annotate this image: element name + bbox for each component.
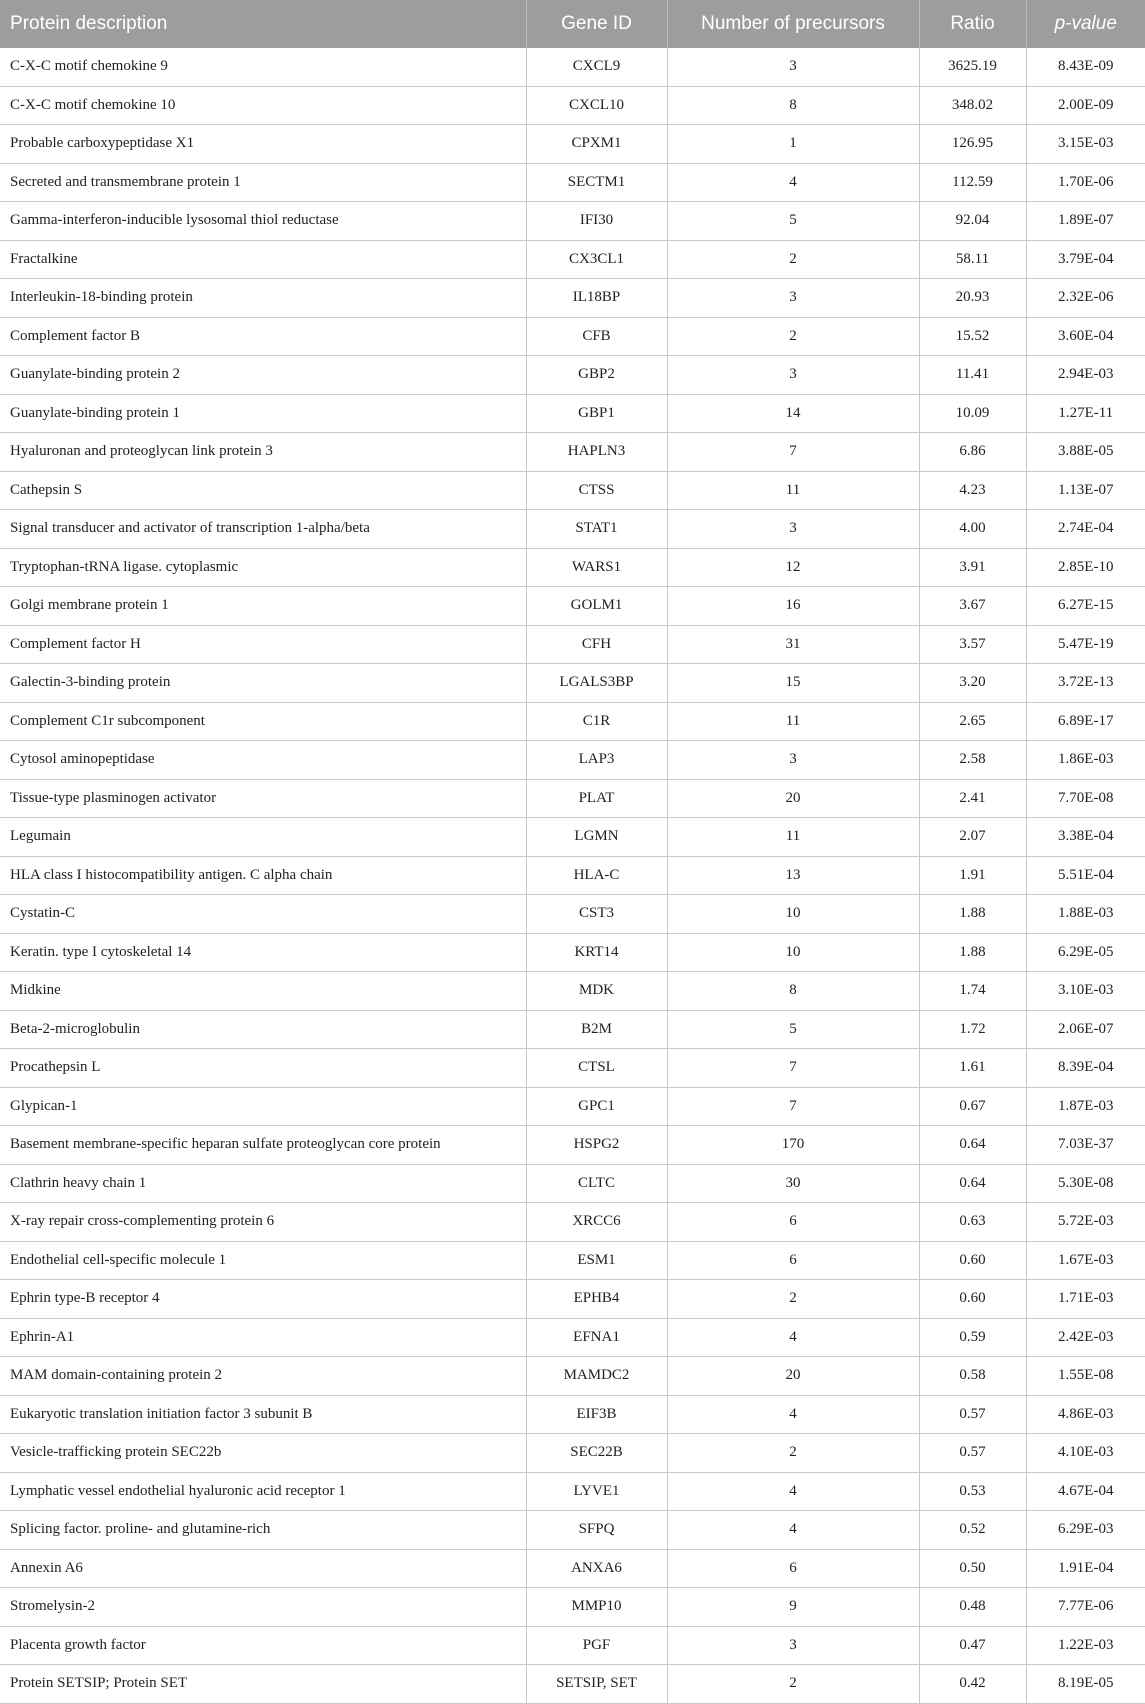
cell-protein-description: Cystatin-C bbox=[0, 895, 526, 934]
cell-ratio: 15.52 bbox=[919, 317, 1026, 356]
header-p-value-text: p-value bbox=[1054, 13, 1117, 34]
cell-number-of-precursors: 2 bbox=[667, 317, 919, 356]
cell-number-of-precursors: 10 bbox=[667, 895, 919, 934]
cell-p-value: 1.87E-03 bbox=[1026, 1087, 1145, 1126]
cell-p-value: 1.67E-03 bbox=[1026, 1241, 1145, 1280]
cell-protein-description: Probable carboxypeptidase X1 bbox=[0, 125, 526, 164]
cell-gene-id: IL18BP bbox=[526, 279, 667, 318]
cell-ratio: 0.63 bbox=[919, 1203, 1026, 1242]
cell-gene-id: EFNA1 bbox=[526, 1318, 667, 1357]
cell-number-of-precursors: 2 bbox=[667, 1434, 919, 1473]
cell-number-of-precursors: 5 bbox=[667, 1010, 919, 1049]
table-row bbox=[0, 48, 1145, 86]
cell-number-of-precursors: 3 bbox=[667, 741, 919, 780]
cell-gene-id: HSPG2 bbox=[526, 1126, 667, 1165]
table-row bbox=[0, 587, 1145, 626]
cell-ratio: 112.59 bbox=[919, 163, 1026, 202]
cell-number-of-precursors: 8 bbox=[667, 972, 919, 1011]
cell-number-of-precursors: 4 bbox=[667, 1318, 919, 1357]
cell-number-of-precursors: 7 bbox=[667, 433, 919, 472]
cell-protein-description: C-X-C motif chemokine 9 bbox=[0, 48, 526, 86]
cell-number-of-precursors: 6 bbox=[667, 1241, 919, 1280]
cell-number-of-precursors: 8 bbox=[667, 86, 919, 125]
cell-gene-id: MDK bbox=[526, 972, 667, 1011]
table-row bbox=[0, 1164, 1145, 1203]
cell-number-of-precursors: 7 bbox=[667, 1049, 919, 1088]
cell-gene-id: GOLM1 bbox=[526, 587, 667, 626]
table-row bbox=[0, 471, 1145, 510]
header-ratio: Ratio bbox=[919, 0, 1026, 48]
cell-protein-description: Cytosol aminopeptidase bbox=[0, 741, 526, 780]
cell-number-of-precursors: 30 bbox=[667, 1164, 919, 1203]
cell-number-of-precursors: 4 bbox=[667, 163, 919, 202]
cell-number-of-precursors: 3 bbox=[667, 279, 919, 318]
cell-protein-description: Gamma-interferon-inducible lysosomal thiol reductase bbox=[0, 202, 526, 241]
table-row bbox=[0, 548, 1145, 587]
cell-p-value: 8.43E-09 bbox=[1026, 48, 1145, 86]
cell-protein-description: Secreted and transmembrane protein 1 bbox=[0, 163, 526, 202]
table-row bbox=[0, 125, 1145, 164]
cell-gene-id: XRCC6 bbox=[526, 1203, 667, 1242]
cell-p-value: 4.86E-03 bbox=[1026, 1395, 1145, 1434]
cell-p-value: 1.27E-11 bbox=[1026, 394, 1145, 433]
cell-p-value: 2.94E-03 bbox=[1026, 356, 1145, 395]
cell-ratio: 2.58 bbox=[919, 741, 1026, 780]
cell-protein-description: Splicing factor. proline- and glutamine-rich bbox=[0, 1511, 526, 1550]
table-row bbox=[0, 1472, 1145, 1511]
cell-protein-description: Hyaluronan and proteoglycan link protein 3 bbox=[0, 433, 526, 472]
table-row bbox=[0, 433, 1145, 472]
cell-number-of-precursors: 3 bbox=[667, 356, 919, 395]
cell-gene-id: IFI30 bbox=[526, 202, 667, 241]
cell-protein-description: Complement factor H bbox=[0, 625, 526, 664]
header-number-of-precursors: Number of precursors bbox=[667, 0, 919, 48]
cell-gene-id: CFB bbox=[526, 317, 667, 356]
cell-gene-id: LGALS3BP bbox=[526, 664, 667, 703]
cell-p-value: 2.42E-03 bbox=[1026, 1318, 1145, 1357]
cell-number-of-precursors: 31 bbox=[667, 625, 919, 664]
cell-number-of-precursors: 20 bbox=[667, 779, 919, 818]
cell-gene-id: MAMDC2 bbox=[526, 1357, 667, 1396]
cell-gene-id: CXCL9 bbox=[526, 48, 667, 86]
cell-number-of-precursors: 11 bbox=[667, 702, 919, 741]
cell-gene-id: CST3 bbox=[526, 895, 667, 934]
cell-p-value: 1.86E-03 bbox=[1026, 741, 1145, 780]
cell-protein-description: Clathrin heavy chain 1 bbox=[0, 1164, 526, 1203]
cell-gene-id: SECTM1 bbox=[526, 163, 667, 202]
cell-protein-description: Golgi membrane protein 1 bbox=[0, 587, 526, 626]
table-row bbox=[0, 972, 1145, 1011]
cell-ratio: 126.95 bbox=[919, 125, 1026, 164]
cell-ratio: 0.50 bbox=[919, 1549, 1026, 1588]
cell-ratio: 3.91 bbox=[919, 548, 1026, 587]
cell-number-of-precursors: 4 bbox=[667, 1395, 919, 1434]
cell-ratio: 0.60 bbox=[919, 1280, 1026, 1319]
cell-ratio: 0.59 bbox=[919, 1318, 1026, 1357]
cell-protein-description: Procathepsin L bbox=[0, 1049, 526, 1088]
cell-ratio: 1.61 bbox=[919, 1049, 1026, 1088]
cell-ratio: 0.42 bbox=[919, 1665, 1026, 1704]
cell-p-value: 1.22E-03 bbox=[1026, 1626, 1145, 1665]
cell-protein-description: Ephrin type-B receptor 4 bbox=[0, 1280, 526, 1319]
cell-protein-description: HLA class I histocompatibility antigen. C alpha chain bbox=[0, 856, 526, 895]
cell-p-value: 7.77E-06 bbox=[1026, 1588, 1145, 1627]
cell-p-value: 2.32E-06 bbox=[1026, 279, 1145, 318]
cell-protein-description: Guanylate-binding protein 2 bbox=[0, 356, 526, 395]
cell-gene-id: CXCL10 bbox=[526, 86, 667, 125]
cell-ratio: 58.11 bbox=[919, 240, 1026, 279]
cell-protein-description: Glypican-1 bbox=[0, 1087, 526, 1126]
cell-gene-id: ESM1 bbox=[526, 1241, 667, 1280]
cell-ratio: 1.74 bbox=[919, 972, 1026, 1011]
cell-protein-description: Protein SETSIP; Protein SET bbox=[0, 1665, 526, 1704]
table-row bbox=[0, 933, 1145, 972]
cell-ratio: 0.60 bbox=[919, 1241, 1026, 1280]
table-row bbox=[0, 394, 1145, 433]
cell-ratio: 3.20 bbox=[919, 664, 1026, 703]
table-row bbox=[0, 202, 1145, 241]
cell-p-value: 5.30E-08 bbox=[1026, 1164, 1145, 1203]
cell-ratio: 6.86 bbox=[919, 433, 1026, 472]
header-protein-description: Protein description bbox=[0, 0, 526, 48]
cell-number-of-precursors: 11 bbox=[667, 471, 919, 510]
table-row bbox=[0, 1357, 1145, 1396]
table-row bbox=[0, 279, 1145, 318]
cell-ratio: 348.02 bbox=[919, 86, 1026, 125]
cell-p-value: 8.39E-04 bbox=[1026, 1049, 1145, 1088]
cell-p-value: 5.72E-03 bbox=[1026, 1203, 1145, 1242]
cell-gene-id: SETSIP, SET bbox=[526, 1665, 667, 1704]
cell-gene-id: CX3CL1 bbox=[526, 240, 667, 279]
cell-p-value: 3.88E-05 bbox=[1026, 433, 1145, 472]
cell-gene-id: EIF3B bbox=[526, 1395, 667, 1434]
cell-protein-description: Legumain bbox=[0, 818, 526, 857]
cell-p-value: 2.06E-07 bbox=[1026, 1010, 1145, 1049]
cell-p-value: 6.89E-17 bbox=[1026, 702, 1145, 741]
cell-gene-id: CTSS bbox=[526, 471, 667, 510]
cell-p-value: 3.60E-04 bbox=[1026, 317, 1145, 356]
table-row bbox=[0, 1511, 1145, 1550]
table-row bbox=[0, 895, 1145, 934]
cell-p-value: 3.79E-04 bbox=[1026, 240, 1145, 279]
cell-protein-description: Fractalkine bbox=[0, 240, 526, 279]
cell-protein-description: Lymphatic vessel endothelial hyaluronic acid receptor 1 bbox=[0, 1472, 526, 1511]
cell-p-value: 1.70E-06 bbox=[1026, 163, 1145, 202]
cell-gene-id: LAP3 bbox=[526, 741, 667, 780]
cell-gene-id: CLTC bbox=[526, 1164, 667, 1203]
cell-ratio: 4.00 bbox=[919, 510, 1026, 549]
cell-protein-description: Stromelysin-2 bbox=[0, 1588, 526, 1627]
cell-p-value: 5.47E-19 bbox=[1026, 625, 1145, 664]
cell-ratio: 3.67 bbox=[919, 587, 1026, 626]
cell-ratio: 1.72 bbox=[919, 1010, 1026, 1049]
cell-protein-description: Basement membrane-specific heparan sulfate proteoglycan core protein bbox=[0, 1126, 526, 1165]
cell-p-value: 2.74E-04 bbox=[1026, 510, 1145, 549]
cell-gene-id: WARS1 bbox=[526, 548, 667, 587]
cell-ratio: 0.47 bbox=[919, 1626, 1026, 1665]
cell-number-of-precursors: 170 bbox=[667, 1126, 919, 1165]
cell-gene-id: LGMN bbox=[526, 818, 667, 857]
cell-ratio: 2.07 bbox=[919, 818, 1026, 857]
cell-number-of-precursors: 9 bbox=[667, 1588, 919, 1627]
cell-p-value: 5.51E-04 bbox=[1026, 856, 1145, 895]
table-body bbox=[0, 48, 1145, 1703]
cell-protein-description: Cathepsin S bbox=[0, 471, 526, 510]
table-row bbox=[0, 1549, 1145, 1588]
cell-ratio: 11.41 bbox=[919, 356, 1026, 395]
cell-protein-description: Tryptophan-tRNA ligase. cytoplasmic bbox=[0, 548, 526, 587]
table-row bbox=[0, 1203, 1145, 1242]
table-row bbox=[0, 317, 1145, 356]
table-row bbox=[0, 625, 1145, 664]
cell-gene-id: GPC1 bbox=[526, 1087, 667, 1126]
cell-ratio: 4.23 bbox=[919, 471, 1026, 510]
cell-protein-description: Endothelial cell-specific molecule 1 bbox=[0, 1241, 526, 1280]
cell-p-value: 3.15E-03 bbox=[1026, 125, 1145, 164]
cell-protein-description: Interleukin-18-binding protein bbox=[0, 279, 526, 318]
cell-protein-description: Complement C1r subcomponent bbox=[0, 702, 526, 741]
cell-protein-description: Annexin A6 bbox=[0, 1549, 526, 1588]
cell-number-of-precursors: 3 bbox=[667, 48, 919, 86]
table-row bbox=[0, 741, 1145, 780]
cell-gene-id: C1R bbox=[526, 702, 667, 741]
cell-protein-description: Keratin. type I cytoskeletal 14 bbox=[0, 933, 526, 972]
table-row bbox=[0, 664, 1145, 703]
cell-p-value: 4.10E-03 bbox=[1026, 1434, 1145, 1473]
cell-ratio: 0.64 bbox=[919, 1164, 1026, 1203]
cell-p-value: 1.88E-03 bbox=[1026, 895, 1145, 934]
header-row bbox=[0, 0, 1145, 48]
table-row bbox=[0, 1010, 1145, 1049]
cell-ratio: 2.41 bbox=[919, 779, 1026, 818]
cell-gene-id: KRT14 bbox=[526, 933, 667, 972]
cell-number-of-precursors: 13 bbox=[667, 856, 919, 895]
cell-number-of-precursors: 11 bbox=[667, 818, 919, 857]
cell-ratio: 1.88 bbox=[919, 895, 1026, 934]
table-row bbox=[0, 1049, 1145, 1088]
cell-protein-description: Placenta growth factor bbox=[0, 1626, 526, 1665]
cell-number-of-precursors: 6 bbox=[667, 1549, 919, 1588]
cell-ratio: 2.65 bbox=[919, 702, 1026, 741]
cell-p-value: 8.19E-05 bbox=[1026, 1665, 1145, 1704]
cell-ratio: 0.57 bbox=[919, 1395, 1026, 1434]
cell-p-value: 1.13E-07 bbox=[1026, 471, 1145, 510]
cell-protein-description: Complement factor B bbox=[0, 317, 526, 356]
cell-gene-id: SFPQ bbox=[526, 1511, 667, 1550]
cell-ratio: 3.57 bbox=[919, 625, 1026, 664]
cell-gene-id: LYVE1 bbox=[526, 1472, 667, 1511]
cell-protein-description: Vesicle-trafficking protein SEC22b bbox=[0, 1434, 526, 1473]
cell-ratio: 3625.19 bbox=[919, 48, 1026, 86]
cell-protein-description: C-X-C motif chemokine 10 bbox=[0, 86, 526, 125]
table-row bbox=[0, 1318, 1145, 1357]
cell-protein-description: X-ray repair cross-complementing protein 6 bbox=[0, 1203, 526, 1242]
cell-number-of-precursors: 3 bbox=[667, 510, 919, 549]
cell-ratio: 0.53 bbox=[919, 1472, 1026, 1511]
cell-p-value: 1.55E-08 bbox=[1026, 1357, 1145, 1396]
table-row bbox=[0, 1588, 1145, 1627]
table-row bbox=[0, 856, 1145, 895]
cell-protein-description: MAM domain-containing protein 2 bbox=[0, 1357, 526, 1396]
cell-ratio: 0.64 bbox=[919, 1126, 1026, 1165]
table-row bbox=[0, 86, 1145, 125]
cell-protein-description: Eukaryotic translation initiation factor 3 subunit B bbox=[0, 1395, 526, 1434]
cell-number-of-precursors: 1 bbox=[667, 125, 919, 164]
cell-protein-description: Signal transducer and activator of transcription 1-alpha/beta bbox=[0, 510, 526, 549]
header-gene-id: Gene ID bbox=[526, 0, 667, 48]
cell-p-value: 2.85E-10 bbox=[1026, 548, 1145, 587]
table-row bbox=[0, 1087, 1145, 1126]
cell-number-of-precursors: 6 bbox=[667, 1203, 919, 1242]
cell-number-of-precursors: 2 bbox=[667, 1280, 919, 1319]
cell-gene-id: CPXM1 bbox=[526, 125, 667, 164]
cell-number-of-precursors: 10 bbox=[667, 933, 919, 972]
table-row bbox=[0, 1434, 1145, 1473]
cell-gene-id: MMP10 bbox=[526, 1588, 667, 1627]
cell-gene-id: STAT1 bbox=[526, 510, 667, 549]
cell-ratio: 20.93 bbox=[919, 279, 1026, 318]
table-row bbox=[0, 1126, 1145, 1165]
table-row bbox=[0, 1280, 1145, 1319]
cell-gene-id: PLAT bbox=[526, 779, 667, 818]
cell-p-value: 6.29E-03 bbox=[1026, 1511, 1145, 1550]
cell-number-of-precursors: 20 bbox=[667, 1357, 919, 1396]
cell-gene-id: CTSL bbox=[526, 1049, 667, 1088]
cell-gene-id: CFH bbox=[526, 625, 667, 664]
cell-protein-description: Midkine bbox=[0, 972, 526, 1011]
cell-number-of-precursors: 4 bbox=[667, 1472, 919, 1511]
cell-number-of-precursors: 4 bbox=[667, 1511, 919, 1550]
table-header bbox=[0, 0, 1145, 48]
cell-p-value: 3.38E-04 bbox=[1026, 818, 1145, 857]
cell-gene-id: PGF bbox=[526, 1626, 667, 1665]
cell-number-of-precursors: 3 bbox=[667, 1626, 919, 1665]
cell-p-value: 3.10E-03 bbox=[1026, 972, 1145, 1011]
cell-ratio: 0.67 bbox=[919, 1087, 1026, 1126]
cell-protein-description: Guanylate-binding protein 1 bbox=[0, 394, 526, 433]
cell-p-value: 7.70E-08 bbox=[1026, 779, 1145, 818]
cell-number-of-precursors: 16 bbox=[667, 587, 919, 626]
cell-number-of-precursors: 14 bbox=[667, 394, 919, 433]
table-row bbox=[0, 1395, 1145, 1434]
cell-number-of-precursors: 12 bbox=[667, 548, 919, 587]
cell-p-value: 1.71E-03 bbox=[1026, 1280, 1145, 1319]
table-row bbox=[0, 240, 1145, 279]
header-p-value bbox=[1026, 0, 1145, 48]
table-row bbox=[0, 1626, 1145, 1665]
cell-p-value: 1.89E-07 bbox=[1026, 202, 1145, 241]
cell-protein-description: Tissue-type plasminogen activator bbox=[0, 779, 526, 818]
cell-p-value: 6.27E-15 bbox=[1026, 587, 1145, 626]
cell-protein-description: Galectin-3-binding protein bbox=[0, 664, 526, 703]
cell-ratio: 92.04 bbox=[919, 202, 1026, 241]
table-row bbox=[0, 163, 1145, 202]
cell-p-value: 6.29E-05 bbox=[1026, 933, 1145, 972]
cell-ratio: 10.09 bbox=[919, 394, 1026, 433]
cell-ratio: 0.52 bbox=[919, 1511, 1026, 1550]
cell-p-value: 1.91E-04 bbox=[1026, 1549, 1145, 1588]
cell-p-value: 3.72E-13 bbox=[1026, 664, 1145, 703]
cell-ratio: 0.48 bbox=[919, 1588, 1026, 1627]
cell-number-of-precursors: 5 bbox=[667, 202, 919, 241]
cell-gene-id: B2M bbox=[526, 1010, 667, 1049]
cell-gene-id: SEC22B bbox=[526, 1434, 667, 1473]
cell-number-of-precursors: 15 bbox=[667, 664, 919, 703]
cell-gene-id: GBP1 bbox=[526, 394, 667, 433]
cell-number-of-precursors: 2 bbox=[667, 1665, 919, 1704]
table-row bbox=[0, 702, 1145, 741]
table-row bbox=[0, 1241, 1145, 1280]
cell-number-of-precursors: 2 bbox=[667, 240, 919, 279]
cell-p-value: 4.67E-04 bbox=[1026, 1472, 1145, 1511]
cell-ratio: 1.91 bbox=[919, 856, 1026, 895]
cell-ratio: 1.88 bbox=[919, 933, 1026, 972]
cell-protein-description: Ephrin-A1 bbox=[0, 1318, 526, 1357]
table-row bbox=[0, 510, 1145, 549]
table-row bbox=[0, 1665, 1145, 1704]
cell-number-of-precursors: 7 bbox=[667, 1087, 919, 1126]
table-row bbox=[0, 818, 1145, 857]
cell-p-value: 7.03E-37 bbox=[1026, 1126, 1145, 1165]
table-row bbox=[0, 356, 1145, 395]
cell-gene-id: HAPLN3 bbox=[526, 433, 667, 472]
table-row bbox=[0, 779, 1145, 818]
cell-protein-description: Beta-2-microglobulin bbox=[0, 1010, 526, 1049]
cell-gene-id: HLA-C bbox=[526, 856, 667, 895]
cell-p-value: 2.00E-09 bbox=[1026, 86, 1145, 125]
cell-ratio: 0.57 bbox=[919, 1434, 1026, 1473]
cell-ratio: 0.58 bbox=[919, 1357, 1026, 1396]
cell-gene-id: EPHB4 bbox=[526, 1280, 667, 1319]
cell-gene-id: GBP2 bbox=[526, 356, 667, 395]
cell-gene-id: ANXA6 bbox=[526, 1549, 667, 1588]
